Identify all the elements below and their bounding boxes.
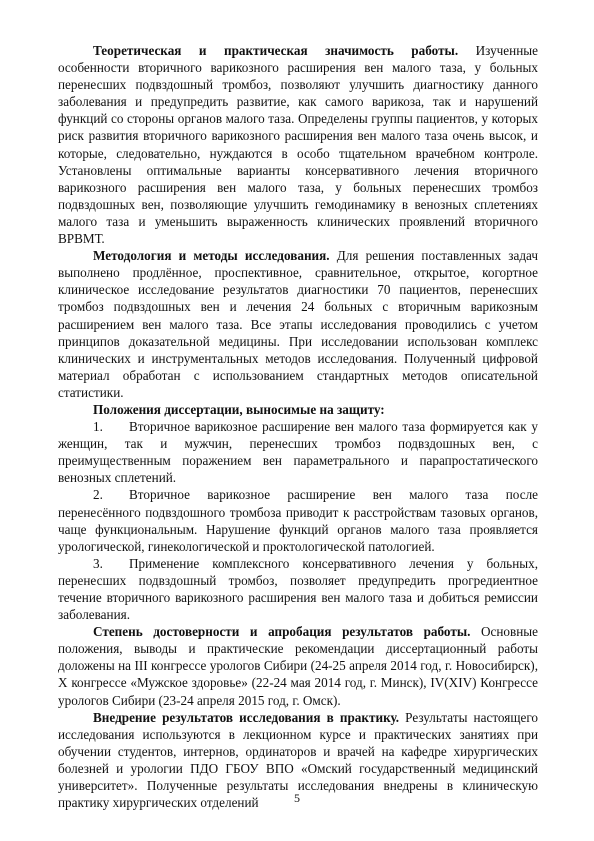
significance-heading: Теоретическая и практическая значимость работы.: [93, 43, 459, 58]
methods-paragraph: [58, 247, 538, 401]
document-page: [58, 42, 538, 811]
provision-text: Применение комплексного консервативного лечения у больных, перенесших подвздошный тромбоз, позволяет предупредить прогредиентное течение вторичного варикозного расширения вен малого таза и добиться ремиссии заболевания.: [58, 555, 538, 623]
implementation-heading: Внедрение результатов исследования в практику.: [93, 709, 400, 725]
provisions-heading-paragraph: [58, 401, 538, 418]
reliability-paragraph: [58, 623, 538, 708]
provisions-heading: Положения диссертации, выносимые на защиту:: [93, 401, 385, 417]
provision-number: 3.: [93, 555, 103, 571]
provision-text: Вторичное варикозное расширение вен малого таза после перенесённого подвздошного тромбоза приводит к расстройствам тазовых органов, чаще функциональным. Нарушение функций органов малого таза проявляется урологической, гинекологической и проктологической патологией.: [58, 487, 538, 554]
provision-number: 1.: [93, 419, 103, 435]
provision-item-3: [58, 555, 538, 623]
provision-text: Вторичное варикозное расширение вен малого таза формируется как у женщин, так и мужчин, перенесших тромбоз подвздошных вен, с преимущественным поражением вен параметрального и парапростатического венозных сплетений.: [58, 419, 538, 486]
page-number: 5: [294, 791, 300, 805]
significance-text: Изученные особенности вторичного варикозного расширения вен малого таза, у больных перенесших подвздошный тромбоз, позволяют улучшить диагностику данного заболевания и предупредить развитие, как самого варикоза, так и нарушений функций со стороны органов малого таза. Определены группы пациентов, у которых риск развития вторичного варикозного расширения вен малого таза очень высок, и которые, следовательно, нуждаются в особо тщательном врачебном контроле. Установлены оптимальные варианты консервативного лечения вторичного варикозного расширения вен малого таза, у больных перенесших тромбоз подвздошных вен, позволяющие улучшить гемодинамику в венозных сплетениях малого таза и уменьшить выраженность клинических проявлений вторичного ВРВМТ.: [58, 43, 538, 247]
implementation-text: Результаты настоящего исследования используются в лекционном курсе и практических занятиях при обучении студентов, интернов, ординаторов и врачей на кафедре хирургических болезней и урологии ПДО ГБОУ ВПО «Омский государственный медицинский университет». Полученные результаты исследования внедрены в клиническую практику хирургических отделений: [58, 709, 538, 811]
methods-text: Для решения поставленных задач выполнено продлённое, проспективное, сравнительное, открытое, когортное клиническое исследование результатов диагностики 70 пациентов, перенесших тромбоз подвздошных вен и лечения 24 больных с вторичным варикозным расширением вен малого таза. Все этапы исследования проводились с учетом принципов доказательной медицины. При исследовании использован комплекс клинических и инструментальных методов исследования. Полученный цифровой материал обработан с использованием стандартных методов описательной статистики.: [58, 248, 538, 400]
methods-heading: Методология и методы исследования.: [93, 248, 330, 264]
provision-item-1: [58, 418, 538, 486]
reliability-heading: Степень достоверности и апробация результатов работы.: [93, 624, 471, 640]
reliability-text: Основные положения, выводы и практические рекомендации диссертационный работы доложены на III конгрессе урологов Сибири (24-25 апреля 2014 год, г. Новосибирск), X конгрессе «Мужское здоровье» (22-24 мая 2014 год, г. Минск), IV(XIV) Конгрессе урологов Сибири (23-24 апреля 2015 год, г. Омск).: [58, 624, 538, 708]
provision-number: 2.: [93, 487, 103, 503]
significance-paragraph: [58, 42, 538, 247]
provision-item-2: [58, 486, 538, 554]
